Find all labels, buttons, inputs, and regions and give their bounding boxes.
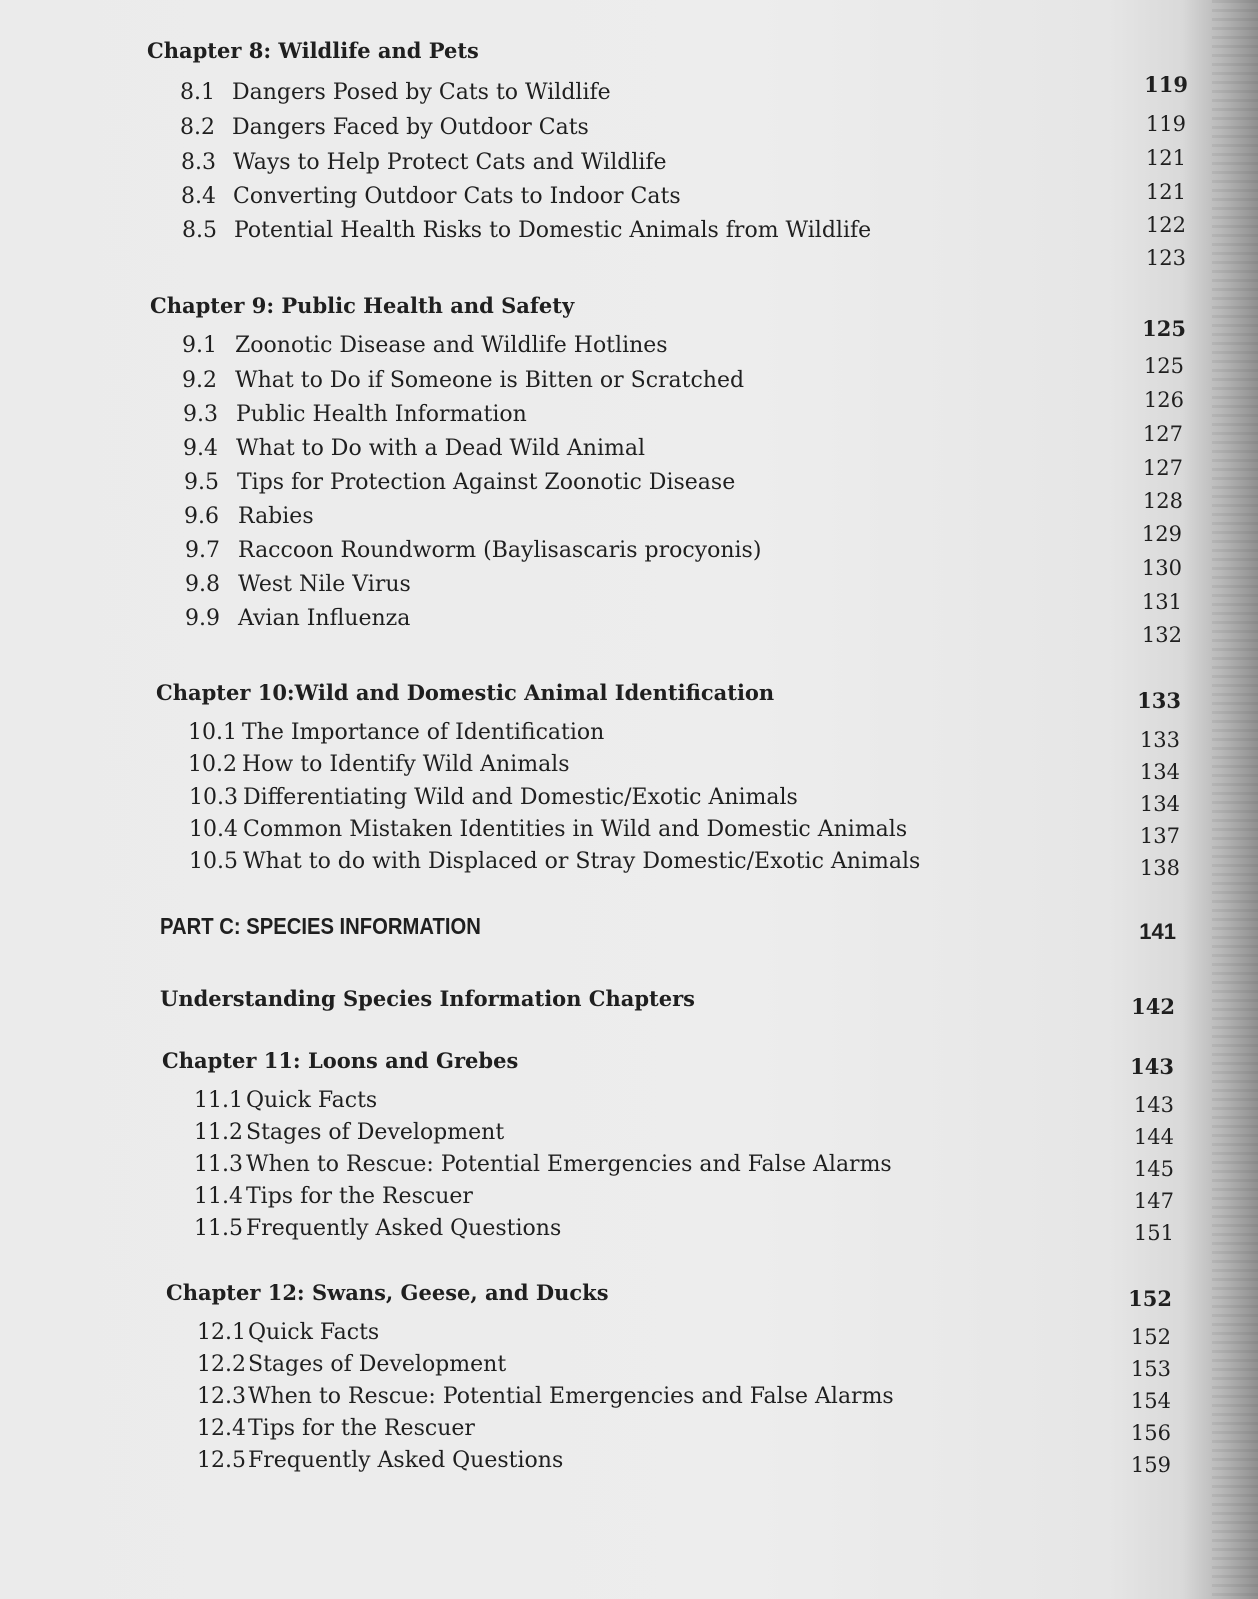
part-page: 141 — [1139, 919, 1176, 944]
entry-title: Rabies — [238, 504, 314, 529]
entry-page: 138 — [1139, 856, 1180, 880]
entry-title: Tips for Protection Against Zoonotic Disease — [237, 470, 736, 495]
entry-title: Frequently Asked Questions — [248, 1448, 564, 1473]
entry-number: 11.3 — [194, 1152, 243, 1177]
entry-title: Potential Health Risks to Domestic Animals from Wildlife — [234, 218, 872, 243]
entry-title: What to Do with a Dead Wild Animal — [236, 436, 645, 461]
entry-title: West Nile Virus — [238, 572, 411, 597]
entry-page: 123 — [1145, 246, 1186, 270]
toc-entry — [0, 504, 1258, 546]
entry-number: 10.4 — [189, 817, 238, 842]
entry-page: 133 — [1139, 728, 1180, 752]
chapter-title: Chapter 12: Swans, Geese, and Ducks — [166, 1280, 609, 1305]
entry-page: 122 — [1145, 213, 1186, 237]
entry-title: Ways to Help Protect Cats and Wildlife — [233, 150, 667, 175]
chapter-title: Chapter 10:Wild and Domestic Animal Identification — [156, 680, 775, 705]
entry-title: Tips for the Rescuer — [246, 1184, 473, 1209]
entry-title: Zoonotic Disease and Wildlife Hotlines — [235, 333, 668, 358]
chapter-page: 152 — [1128, 1286, 1172, 1311]
entry-number: 8.5 — [182, 218, 217, 243]
chapter-title: Chapter 9: Public Health and Safety — [150, 293, 575, 318]
entry-number: 9.2 — [182, 368, 217, 393]
toc-entry — [0, 1448, 1258, 1478]
entry-number: 10.5 — [189, 849, 238, 874]
entry-title: Quick Facts — [246, 1088, 378, 1113]
toc-entry — [0, 817, 1258, 847]
toc-entry — [0, 785, 1258, 815]
chapter-page: 133 — [1137, 688, 1181, 713]
entry-page: 151 — [1133, 1221, 1174, 1245]
toc-entry — [0, 368, 1258, 412]
entry-page: 147 — [1133, 1189, 1174, 1213]
chapter-title: Chapter 11: Loons and Grebes — [162, 1048, 519, 1073]
entry-page: 127 — [1142, 422, 1183, 446]
entry-number: 12.5 — [197, 1448, 246, 1473]
toc-entry — [0, 218, 1258, 270]
entry-page: 127 — [1142, 456, 1183, 480]
entry-title: Tips for the Rescuer — [248, 1416, 475, 1441]
entry-number: 9.7 — [185, 538, 220, 563]
toc-entry — [0, 720, 1258, 750]
toc-entry — [0, 470, 1258, 513]
entry-title: Converting Outdoor Cats to Indoor Cats — [233, 184, 681, 209]
entry-page: 126 — [1143, 388, 1184, 412]
entry-number: 9.4 — [183, 436, 218, 461]
entry-page: 137 — [1139, 824, 1180, 848]
entry-title: Raccoon Roundworm (Baylisascaris procyonis) — [238, 538, 762, 563]
entry-number: 12.4 — [197, 1416, 246, 1441]
entry-title: Common Mistaken Identities in Wild and Domestic Animals — [243, 817, 908, 842]
toc-entry — [0, 1352, 1258, 1382]
chapter-page: 143 — [1130, 1054, 1174, 1079]
toc-entry — [0, 752, 1258, 782]
toc-entry — [0, 402, 1258, 446]
toc-entry — [0, 1184, 1258, 1214]
entry-title: Avian Influenza — [238, 606, 411, 631]
entry-page: 152 — [1130, 1325, 1171, 1349]
entry-number: 9.9 — [185, 606, 220, 631]
entry-title: Differentiating Wild and Domestic/Exotic Animals — [243, 785, 798, 810]
entry-title: How to Identify Wild Animals — [242, 752, 570, 777]
toc-entry — [0, 333, 1258, 378]
entry-number: 9.1 — [182, 333, 217, 358]
entry-number: 12.2 — [197, 1352, 246, 1377]
entry-page: 131 — [1141, 590, 1182, 614]
toc-entry — [0, 1120, 1258, 1150]
entry-number: 9.5 — [184, 470, 219, 495]
toc-entry — [0, 1152, 1258, 1182]
entry-number: 12.3 — [197, 1384, 246, 1409]
entry-page: 125 — [1143, 354, 1184, 378]
entry-number: 9.8 — [185, 572, 220, 597]
toc-entry — [0, 849, 1258, 879]
entry-title: What to Do if Someone is Bitten or Scratched — [235, 368, 745, 393]
entry-page: 132 — [1141, 623, 1182, 647]
entry-title: Dangers Posed by Cats to Wildlife — [232, 80, 611, 105]
entry-number: 8.3 — [181, 150, 216, 175]
entry-page: 129 — [1141, 522, 1182, 546]
entry-number: 10.2 — [188, 752, 237, 777]
entry-page: 119 — [1145, 112, 1186, 136]
entry-number: 12.1 — [197, 1320, 246, 1345]
toc-entry — [0, 1384, 1258, 1414]
toc-entry — [0, 1088, 1258, 1118]
entry-title: What to do with Displaced or Stray Domestic/Exotic Animals — [243, 849, 921, 874]
entry-page: 153 — [1130, 1357, 1171, 1381]
chapter-page: 119 — [1144, 72, 1188, 97]
toc-entry — [0, 1216, 1258, 1246]
entry-title: Quick Facts — [248, 1320, 380, 1345]
entry-title: Dangers Faced by Outdoor Cats — [232, 115, 589, 140]
chapter-title: Understanding Species Information Chapters — [160, 986, 695, 1011]
entry-number: 11.1 — [194, 1088, 243, 1113]
entry-page: 144 — [1133, 1125, 1174, 1149]
entry-number: 11.5 — [194, 1216, 243, 1241]
entry-number: 9.6 — [184, 504, 219, 529]
toc-entry — [0, 538, 1258, 580]
entry-title: When to Rescue: Potential Emergencies and False Alarms — [246, 1152, 892, 1177]
entry-page: 130 — [1141, 556, 1182, 580]
entry-number: 11.4 — [194, 1184, 243, 1209]
entry-title: Stages of Development — [248, 1352, 507, 1377]
chapter-page: 125 — [1142, 316, 1186, 341]
toc-entry — [0, 606, 1258, 647]
entry-number: 8.1 — [180, 80, 215, 105]
toc-entry — [0, 1416, 1258, 1446]
entry-page: 143 — [1133, 1093, 1174, 1117]
entry-number: 10.1 — [188, 720, 237, 745]
entry-title: When to Rescue: Potential Emergencies and False Alarms — [248, 1384, 894, 1409]
entry-number: 8.4 — [181, 184, 216, 209]
entry-title: Frequently Asked Questions — [246, 1216, 562, 1241]
entry-page: 134 — [1139, 760, 1180, 784]
entry-page: 134 — [1139, 792, 1180, 816]
toc-entry — [0, 436, 1258, 480]
entry-number: 9.3 — [183, 402, 218, 427]
entry-page: 159 — [1130, 1453, 1171, 1477]
entry-page: 145 — [1133, 1157, 1174, 1181]
toc-entry — [0, 1320, 1258, 1350]
entry-page: 121 — [1145, 146, 1186, 170]
chapter-title: Chapter 8: Wildlife and Pets — [147, 38, 479, 63]
entry-title: The Importance of Identification — [242, 720, 605, 745]
entry-number: 11.2 — [194, 1120, 243, 1145]
entry-number: 10.3 — [189, 785, 238, 810]
part-title: PART C: SPECIES INFORMATION — [160, 913, 481, 939]
entry-page: 156 — [1130, 1421, 1171, 1445]
chapter-page: 142 — [1131, 994, 1175, 1019]
entry-page: 121 — [1145, 180, 1186, 204]
entry-title: Public Health Information — [236, 402, 527, 427]
entry-number: 8.2 — [180, 115, 215, 140]
entry-page: 154 — [1130, 1389, 1171, 1413]
entry-title: Stages of Development — [246, 1120, 505, 1145]
entry-page: 128 — [1142, 489, 1183, 513]
toc-entry — [0, 572, 1258, 614]
